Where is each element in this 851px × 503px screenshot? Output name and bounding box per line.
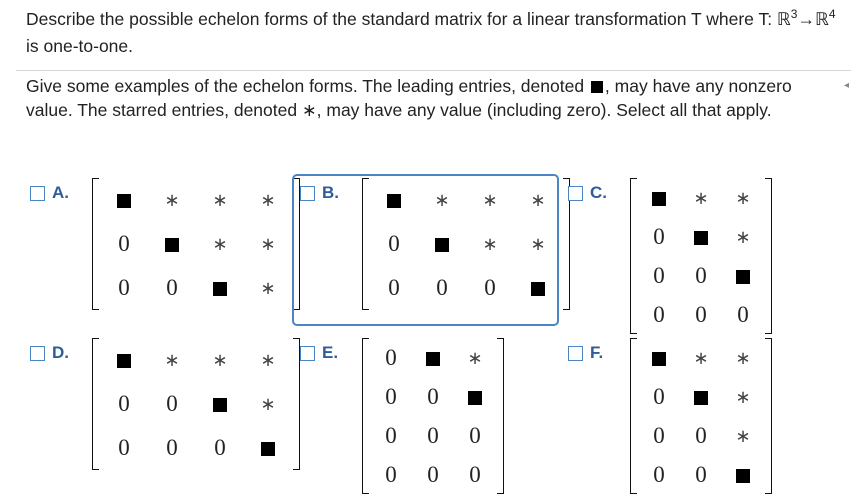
starred-entry: ∗ — [260, 190, 276, 210]
starred-entry: ∗ — [260, 234, 276, 254]
matrix-entry: 0 — [118, 275, 130, 300]
leading-entry-icon — [205, 275, 235, 301]
matrix-entry: 0 — [427, 422, 439, 448]
matrix-entry: 0 — [695, 461, 707, 487]
leading-entry-icon — [523, 275, 553, 301]
matrix-entry: 0 — [214, 435, 226, 460]
matrix-entry: 0 — [166, 275, 178, 300]
starred-entry: ∗ — [735, 386, 751, 407]
starred-entry: ∗ — [735, 425, 751, 446]
leading-entry-icon — [109, 347, 139, 373]
matrix-entry: 0 — [695, 422, 707, 448]
matrix-entry: 0 — [469, 422, 481, 448]
question-arrow: →ℝ — [797, 9, 829, 29]
question-exp-4: 4 — [828, 7, 836, 22]
prompt-part3: , may have any value (including zero). Select all that apply. — [316, 100, 772, 120]
prompt-text — [26, 74, 826, 122]
starred-entry: ∗ — [693, 187, 709, 208]
option-a-checkbox[interactable] — [30, 186, 45, 201]
leading-entry-icon — [728, 263, 758, 289]
starred-entry: ∗ — [482, 234, 498, 254]
option-d-checkbox[interactable] — [30, 346, 45, 361]
starred-entry: ∗ — [434, 190, 450, 210]
scroll-arrow-icon[interactable]: ◂ — [843, 80, 849, 91]
matrix-bracket-right — [293, 338, 300, 470]
starred-entry: ∗ — [530, 190, 546, 210]
option-f-matrix — [630, 338, 772, 494]
leading-entry-icon — [205, 391, 235, 417]
matrix-entry: 0 — [385, 383, 397, 409]
matrix-entry: 0 — [385, 461, 397, 487]
matrix-entry: 0 — [427, 461, 439, 487]
matrix-entry: 0 — [385, 422, 397, 448]
option-c-matrix — [630, 178, 772, 334]
leading-entry-icon — [253, 435, 283, 461]
prompt-part1: Give some examples of the echelon forms. The leading entries, denoted — [26, 76, 589, 96]
leading-entry-square-icon — [591, 81, 603, 93]
matrix-entry: 0 — [118, 231, 130, 256]
matrix-entry: 0 — [436, 275, 448, 300]
leading-entry-icon — [686, 384, 716, 410]
leading-entry-icon — [644, 345, 674, 371]
starred-entry: ∗ — [467, 347, 483, 368]
starred-entry: ∗ — [212, 350, 228, 370]
option-b-matrix — [362, 178, 570, 310]
starred-entry: ∗ — [260, 350, 276, 370]
option-b-label[interactable]: B. — [322, 183, 339, 202]
leading-entry-icon — [109, 187, 139, 213]
leading-entry-icon — [418, 345, 448, 371]
prompt-part2: , may have any nonzero value. The starred entries, denoted — [26, 76, 792, 120]
matrix-bracket-left — [92, 178, 99, 310]
matrix-entry: 0 — [695, 262, 707, 288]
question-text — [26, 6, 846, 60]
starred-entry: ∗ — [693, 347, 709, 368]
starred-entry: ∗ — [735, 347, 751, 368]
option-a-label[interactable]: A. — [52, 183, 69, 202]
starred-entry: ∗ — [735, 226, 751, 247]
matrix-bracket-right — [765, 338, 772, 494]
matrix-bracket-right — [497, 338, 504, 494]
matrix-entry: 0 — [427, 383, 439, 409]
starred-entry: ∗ — [735, 187, 751, 208]
matrix-bracket-right — [765, 178, 772, 334]
matrix-entry: 0 — [388, 275, 400, 300]
matrix-bracket-left — [92, 338, 99, 470]
matrix-entry: 0 — [484, 275, 496, 300]
matrix-entry: 0 — [653, 422, 665, 448]
starred-entry: ∗ — [260, 394, 276, 414]
matrix-entry: 0 — [166, 391, 178, 416]
leading-entry-icon — [157, 231, 187, 257]
matrix-entry: 0 — [653, 461, 665, 487]
option-d-matrix — [92, 338, 300, 470]
leading-entry-icon — [427, 231, 457, 257]
starred-entry: ∗ — [212, 234, 228, 254]
option-a-matrix — [92, 178, 300, 310]
matrix-entry: 0 — [653, 223, 665, 249]
option-b-checkbox[interactable] — [300, 186, 315, 201]
matrix-entry: 0 — [469, 461, 481, 487]
matrix-bracket-left — [630, 178, 637, 334]
matrix-entry: 0 — [385, 344, 397, 370]
star-symbol: ∗ — [301, 100, 317, 120]
matrix-bracket-left — [630, 338, 637, 494]
matrix-entry: 0 — [118, 391, 130, 416]
matrix-bracket-left — [362, 178, 369, 310]
starred-entry: ∗ — [482, 190, 498, 210]
matrix-entry: 0 — [118, 435, 130, 460]
matrix-entry: 0 — [653, 262, 665, 288]
matrix-entry: 0 — [737, 301, 749, 327]
option-f-label[interactable]: F. — [590, 343, 604, 362]
starred-entry: ∗ — [260, 278, 276, 298]
matrix-bracket-left — [362, 338, 369, 494]
question-exp-3: 3 — [790, 7, 798, 22]
starred-entry: ∗ — [164, 350, 180, 370]
starred-entry: ∗ — [164, 190, 180, 210]
matrix-entry: 0 — [695, 301, 707, 327]
starred-entry: ∗ — [530, 234, 546, 254]
leading-entry-icon — [379, 187, 409, 213]
option-e-checkbox[interactable] — [300, 346, 315, 361]
option-c-checkbox[interactable] — [568, 186, 583, 201]
option-c-label[interactable]: C. — [590, 183, 607, 202]
starred-entry: ∗ — [212, 190, 228, 210]
matrix-entry: 0 — [653, 383, 665, 409]
divider — [16, 70, 851, 71]
option-f-checkbox[interactable] — [568, 346, 583, 361]
leading-entry-icon — [460, 384, 490, 410]
option-d-label[interactable]: D. — [52, 343, 69, 362]
question-text-part2: is one-to-one. — [26, 36, 134, 56]
matrix-entry: 0 — [653, 301, 665, 327]
leading-entry-icon — [644, 185, 674, 211]
option-e-matrix — [362, 338, 504, 494]
question-text-part1: Describe the possible echelon forms of the standard matrix for a linear transformation T where T: ℝ — [26, 9, 791, 29]
leading-entry-icon — [728, 462, 758, 488]
leading-entry-icon — [686, 224, 716, 250]
option-e-label[interactable]: E. — [322, 343, 339, 362]
matrix-entry: 0 — [166, 435, 178, 460]
matrix-entry: 0 — [388, 231, 400, 256]
